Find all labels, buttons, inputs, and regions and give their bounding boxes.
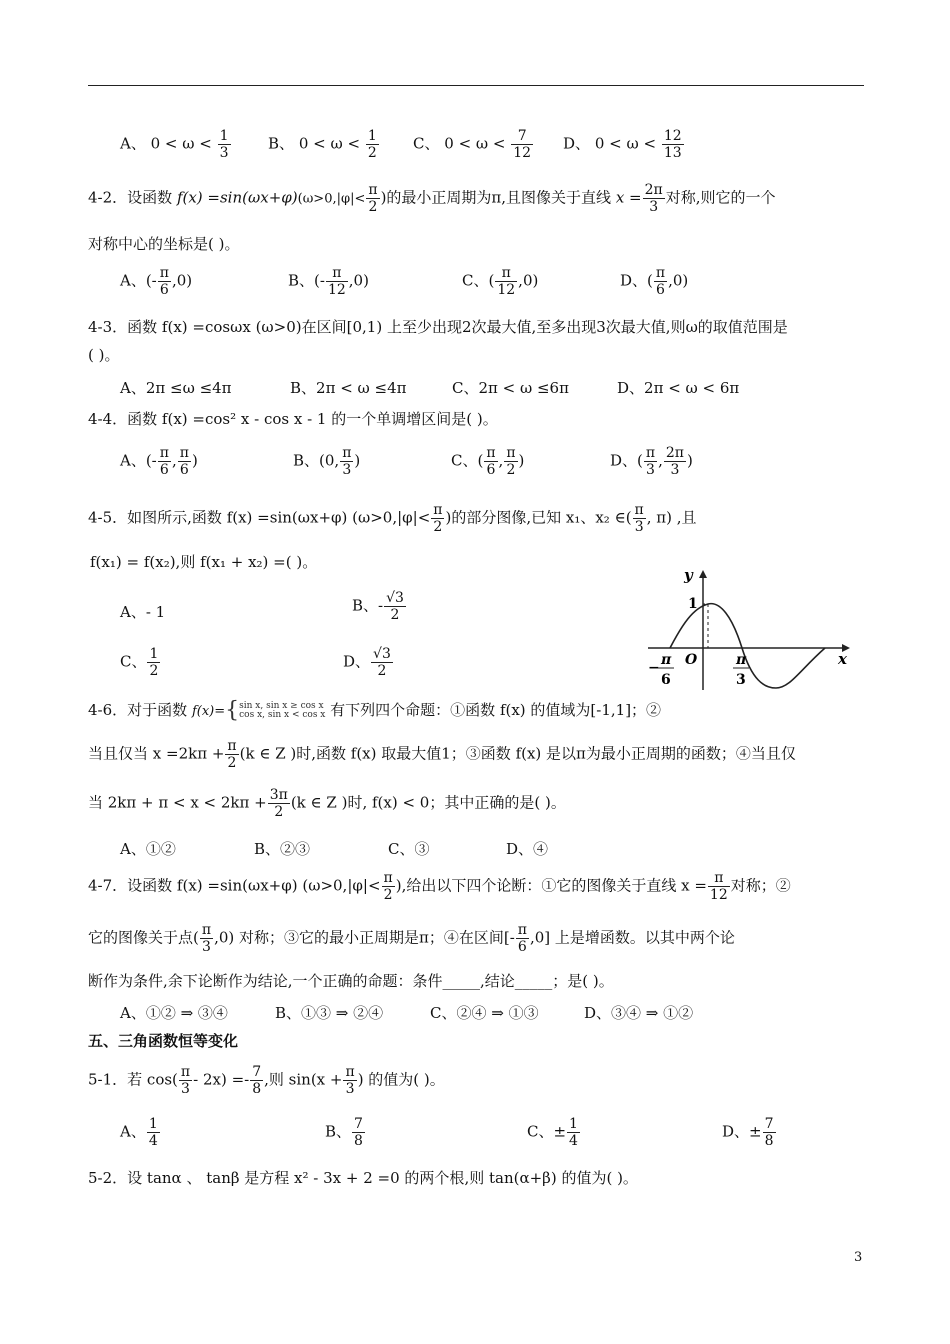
- q5-2-stem: 5-2．设 tanα 、 tanβ 是方程 x² - 3x + 2 =0 的两个根,则 tan(α+β) 的值为( )。: [88, 1169, 638, 1187]
- q4-6-stem-line2: 当且仅当 x =2kπ + $\frac{\pi}{2}$ (k ∈ Z )时,函数 f(x) 取最大值1；③函数 f(x) 是以π为最小正周期的函数；④当且仅: [88, 738, 796, 772]
- q4-2-stem-line2: 对称中心的坐标是( )。: [88, 235, 240, 253]
- graph-right-num: π: [736, 652, 747, 668]
- q4-7-option-c: C、②④ ⇒ ①③: [430, 1004, 539, 1022]
- q5-1-option-b: B、 $\frac{7}{8}$: [325, 1116, 363, 1150]
- page-number: 3: [854, 1250, 863, 1265]
- q4-5-stem: 4-5．如图所示,函数 f(x) =sin(ωx+φ) (ω>0,|φ|< $\frac{\pi}{2}$ )的部分图像,已知 x₁、x₂ ∈( $\frac{\pi}{3}$ , π) ,且: [88, 502, 697, 536]
- q4-7-stem-line2: 它的图像关于点( $\frac{\pi}{3}$ ,0) 对称；③它的最小正周期是π；④在区间[- $\frac{\pi}{6}$ ,0] 上是增函数。以其中两个论: [88, 922, 735, 956]
- q4-2-option-d: D、( $\frac{\pi}{6}$ ,0): [620, 265, 689, 299]
- q5-1-stem: 5-1．若 cos( $\frac{\pi}{3}$ - 2x) =- $\frac{7}{8}$ ,则 sin(x + $\frac{\pi}{3}$ ) 的值为( )。: [88, 1064, 445, 1098]
- q4-7-stem-line3: 断作为条件,余下论断作为结论,一个正确的命题：条件_____,结论_____；是( )。: [88, 972, 614, 990]
- q4-6-stem-line3: 当 2kπ + π < x < 2kπ + $\frac{3\pi}{2}$ (k ∈ Z )时, f(x) < 0；其中正确的是( )。: [88, 787, 566, 821]
- q4-2-option-a: A、(- $\frac{\pi}{6}$ ,0): [120, 265, 193, 299]
- q4-5-option-c: C、 $\frac{1}{2}$: [120, 646, 159, 680]
- graph-right-den: 3: [736, 672, 746, 688]
- q4-5-sine-graph: [640, 560, 860, 695]
- q4-3-option-a: A、2π ≤ω ≤4π: [120, 379, 232, 397]
- q4-5-option-b: B、- $\frac{√3}{2}$: [352, 590, 404, 624]
- q4-4-stem: 4-4．函数 f(x) =cos² x - cos x - 1 的一个单调增区间是( )。: [88, 410, 498, 428]
- header-rule: [88, 85, 864, 86]
- q4-5-stem-line2: f(x₁) = f(x₂),则 f(x₁ + x₂) =( )。: [90, 553, 318, 571]
- q4-1-option-b: B、 0 < ω < $\frac{1}{2}$: [268, 128, 377, 162]
- piecewise-f: f(x)=: [191, 704, 226, 719]
- graph-y-label: y: [684, 566, 693, 584]
- graph-left-num: π: [661, 652, 672, 668]
- q4-1-option-a: A、 0 < ω < $\frac{1}{3}$: [120, 128, 229, 162]
- q4-2-option-c: C、( $\frac{\pi}{12}$ ,0): [462, 265, 539, 299]
- piecewise-brace: { sin x, sin x ≥ cos x cos x, sin x < cos x: [225, 698, 326, 723]
- q4-2-option-b: B、(- $\frac{\pi}{12}$ ,0): [288, 265, 369, 299]
- q4-3-stem-line2: ( )。: [88, 346, 120, 364]
- q4-6-option-a: A、①②: [120, 840, 176, 858]
- q4-7-option-d: D、③④ ⇒ ①②: [584, 1004, 694, 1022]
- q4-3-stem: 4-3．函数 f(x) =cosωx (ω>0)在区间[0,1) 上至少出现2次最大值,至多出现3次最大值,则ω的取值范围是: [88, 318, 788, 336]
- sine-curve: [670, 604, 825, 688]
- q4-5-option-a: A、- 1: [120, 603, 166, 621]
- q5-1-option-c: C、± $\frac{1}{4}$: [527, 1116, 578, 1150]
- y-axis-arrow: [699, 570, 707, 578]
- q4-3-option-c: C、2π < ω ≤6π: [452, 379, 569, 397]
- q4-7-option-b: B、①③ ⇒ ②④: [275, 1004, 384, 1022]
- q4-6-option-b: B、②③: [254, 840, 311, 858]
- q4-3-option-b: B、2π < ω ≤4π: [290, 379, 407, 397]
- q5-1-option-a: A、 $\frac{1}{4}$: [120, 1116, 158, 1150]
- q4-7-option-a: A、①② ⇒ ③④: [120, 1004, 228, 1022]
- q4-4-option-c: C、( $\frac{\pi}{6}$ , $\frac{\pi}{2}$ ): [451, 445, 525, 479]
- graph-x-label: x: [838, 650, 847, 668]
- q4-4-option-a: A、(- $\frac{\pi}{6}$ , $\frac{\pi}{6}$ ): [120, 445, 198, 479]
- graph-left-sign: −: [648, 660, 660, 676]
- q4-1-option-d: D、 0 < ω < $\frac{12}{13}$: [563, 128, 682, 162]
- q4-4-option-d: D、( $\frac{\pi}{3}$ , $\frac{2\pi}{3}$ ): [610, 445, 693, 479]
- q4-6-option-d: D、④: [506, 840, 549, 858]
- q4-7-stem: 4-7．设函数 f(x) =sin(ωx+φ) (ω>0,|φ|< $\frac{\pi}{2}$ ),给出以下四个论断：①它的图像关于直线 x = $\frac{\pi}{12}$ 对称；②: [88, 870, 791, 904]
- q4-1-option-c: C、 0 < ω < $\frac{7}{12}$: [413, 128, 532, 162]
- graph-origin-label: O: [685, 652, 698, 668]
- q4-6-option-c: C、③: [388, 840, 430, 858]
- graph-left-den: 6: [661, 672, 671, 688]
- graph-one-label: 1: [688, 596, 698, 612]
- q5-1-option-d: D、± $\frac{7}{8}$: [722, 1116, 774, 1150]
- q4-2-stem: 4-2．设函数 f(x) =sin(ωx+φ)(ω>0,|φ|< $\frac{\pi}{2}$ )的最小正周期为π,且图像关于直线 x = $\frac{2\pi}{3}$ 对称,则它的一个: [88, 182, 776, 216]
- section-5-title: 五、三角函数恒等变化: [88, 1032, 239, 1050]
- q4-5-option-d: D、 $\frac{√3}{2}$: [343, 646, 391, 680]
- q4-3-option-d: D、2π < ω < 6π: [617, 379, 740, 397]
- q4-4-option-b: B、(0, $\frac{\pi}{3}$ ): [293, 445, 361, 479]
- q4-6-stem: 4-6．对于函数 f(x)={ sin x, sin x ≥ cos x cos x, sin x < cos x 有下列四个命题：①函数 f(x) 的值域为[-1,1]；②: [88, 698, 662, 723]
